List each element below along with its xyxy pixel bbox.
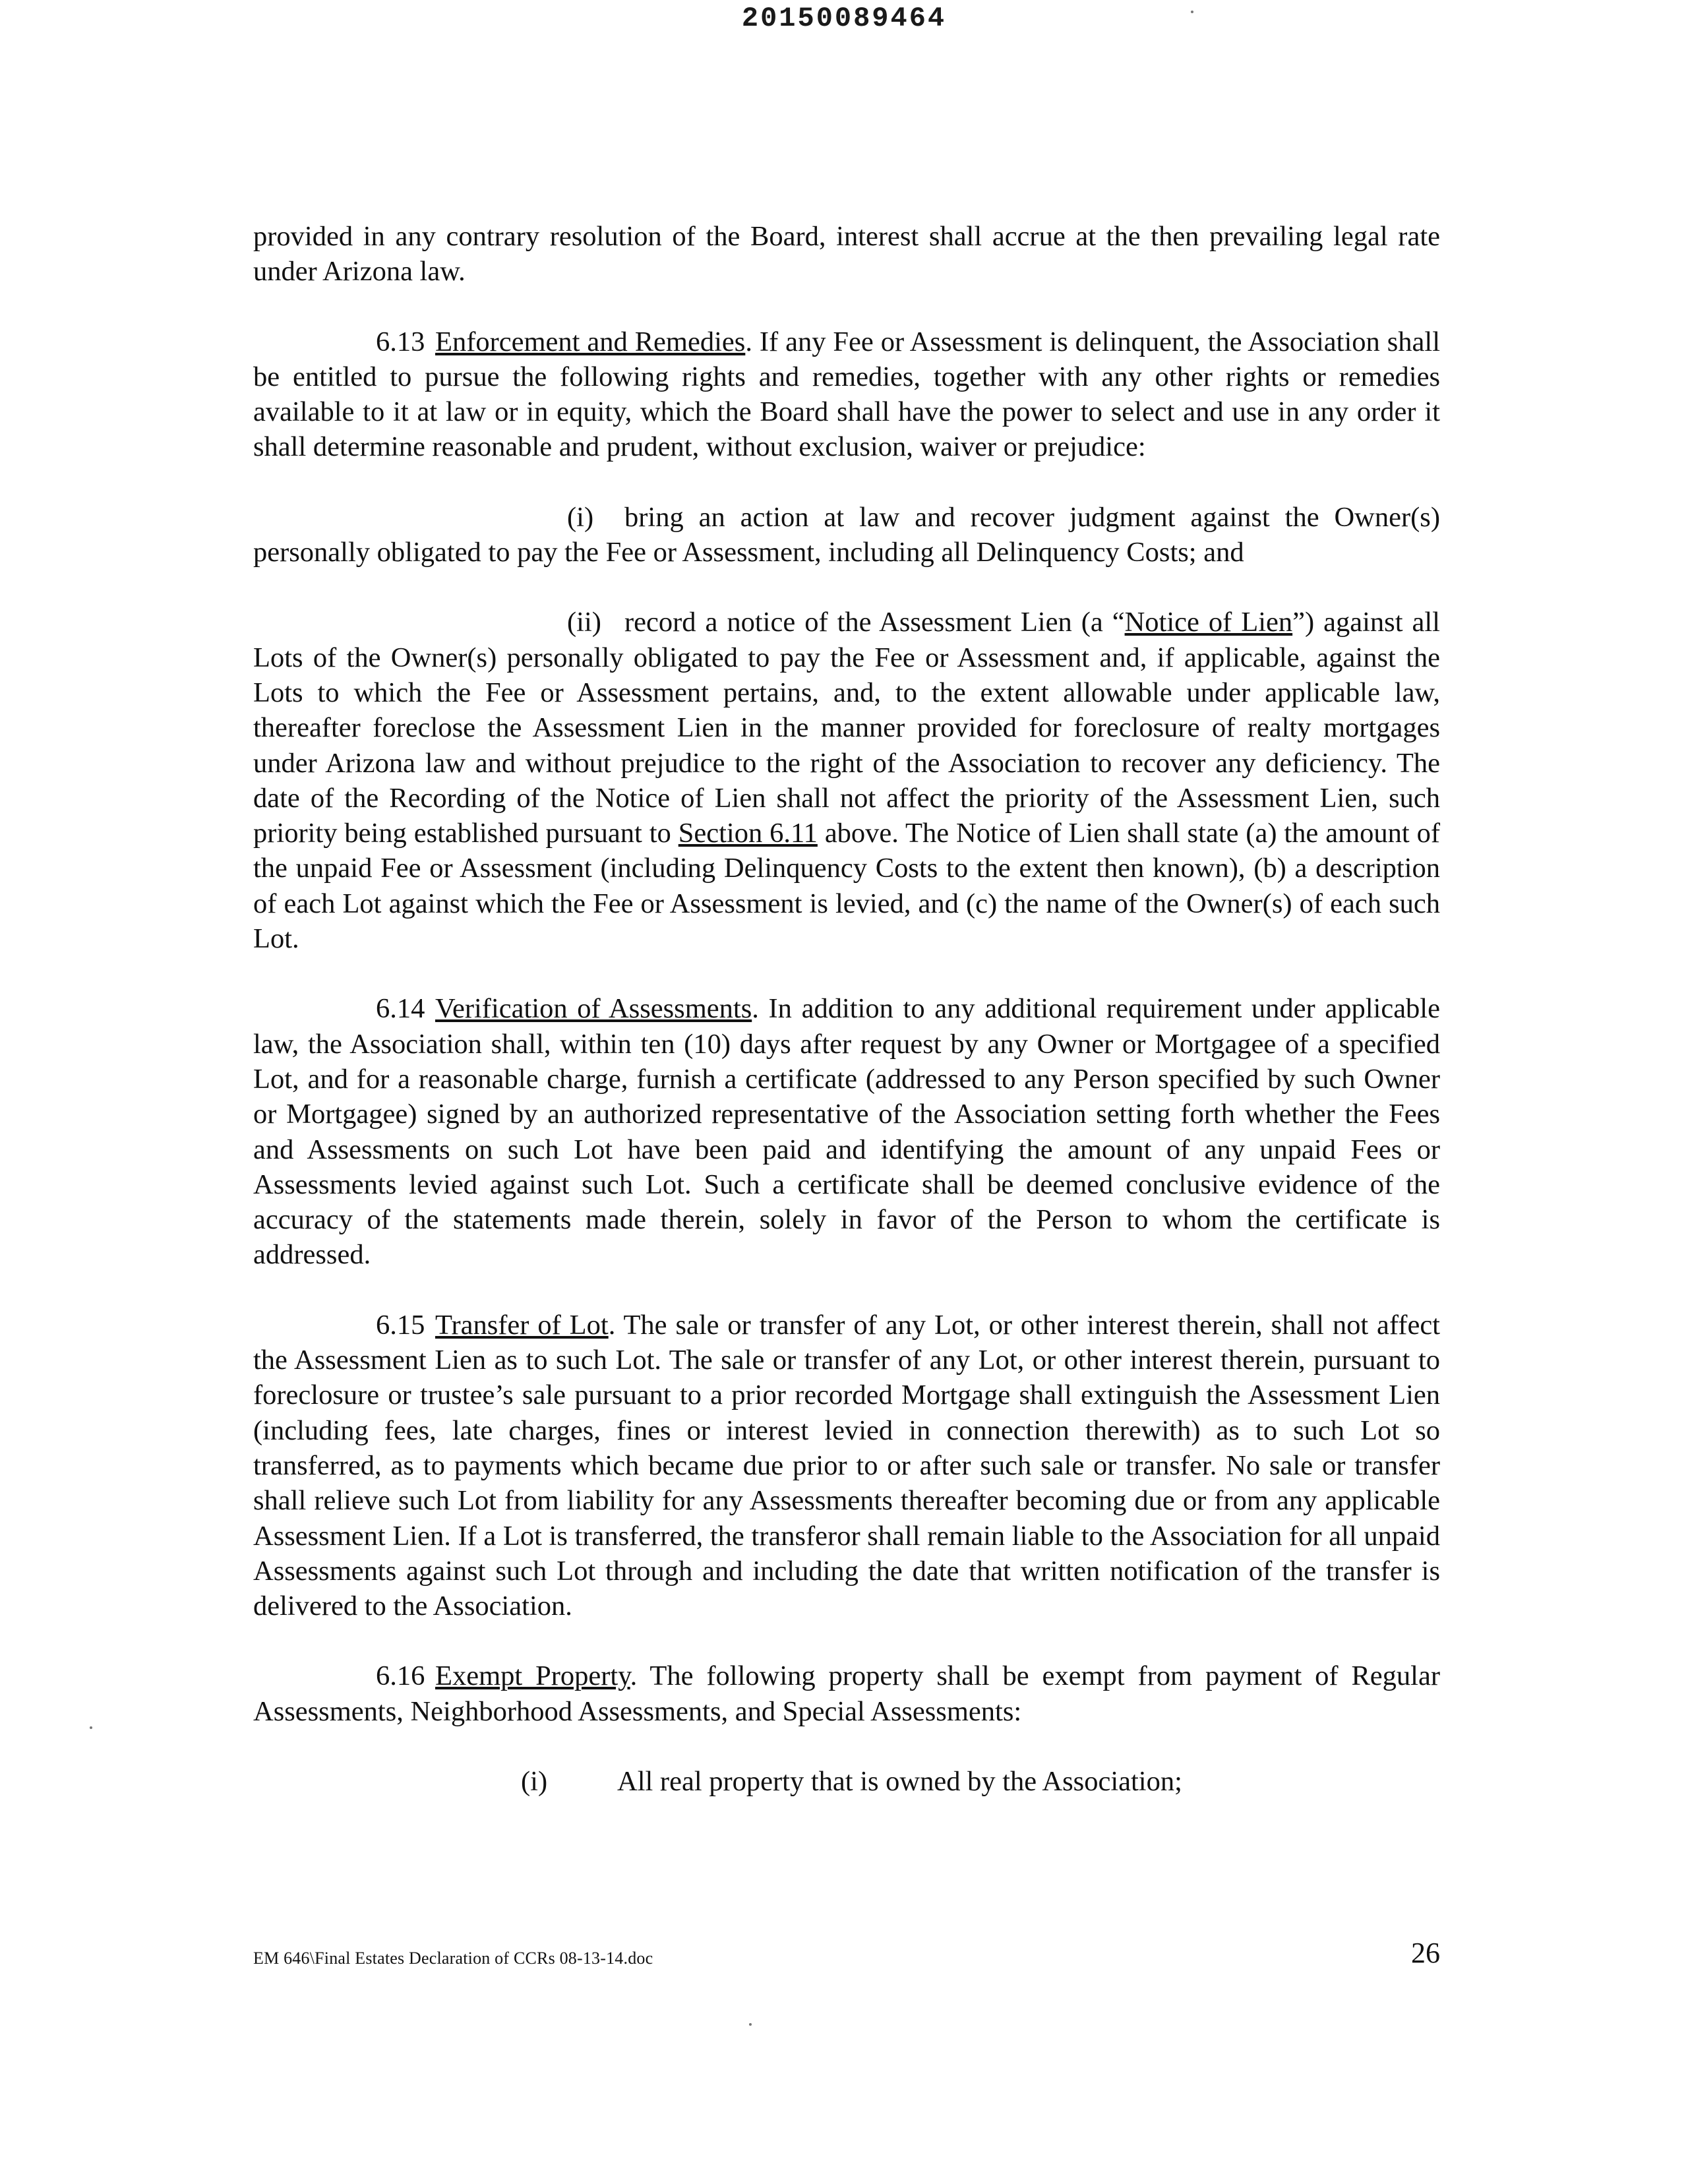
scan-speck	[749, 2023, 752, 2026]
section-6-14	[253, 991, 1440, 1272]
item-text: ”) against all Lots of the Owner(s) personally obligated to pay the Fee or Assessment and, if applicable, against the Lots to which the Fee or Assessment pertains, and, to the extent allowable under applicable law, thereafter foreclose the Assessment Lien in the manner provided for foreclosure of realty mortgages under Arizona law and without prejudice to the right of the Association to recover any deficiency. The date of the Recording of the Notice of Lien shall not affect the priority of the Assessment Lien, such priority being established pursuant to	[253, 607, 1440, 849]
page-number: 26	[1411, 1937, 1440, 1969]
item-label: (ii)	[567, 607, 601, 638]
item-label: (i)	[521, 1765, 548, 1797]
section-number: 6.16	[376, 1660, 425, 1692]
section-title: Transfer of Lot	[435, 1309, 609, 1341]
section-text: . The following property shall be exempt from payment of Regular Assessments, Neighborhood Assessments, and Special Assessments:	[253, 1660, 1440, 1727]
document-number: 20150089464	[741, 3, 947, 34]
section-6-13-item-ii	[253, 605, 1440, 956]
section-title: Verification of Assessments	[435, 993, 752, 1025]
section-title: Exempt Property	[435, 1660, 630, 1692]
item-text: above. The Notice of Lien shall state (a) the amount of the unpaid Fee or Assessment (including Delinquency Costs to the extent then known), (b) a description of each Lot against which the Fee or Assessment is levied, and (c) the name of the Owner(s) of each such Lot.	[253, 818, 1440, 955]
document-body	[253, 219, 1440, 1799]
section-6-13	[253, 324, 1440, 465]
scan-speck	[90, 1726, 92, 1729]
section-6-13-item-i	[253, 500, 1440, 570]
section-number: 6.13	[376, 326, 425, 357]
item-text: All real property that is owned by the Association;	[617, 1765, 1182, 1797]
item-text: bring an action at law and recover judgment against the Owner(s) personally obligated to pay the Fee or Assessment, including all Delinquency Costs; and	[253, 501, 1440, 568]
continuation-paragraph: provided in any contrary resolution of the Board, interest shall accrue at the then prevailing legal rate under Arizona law.	[253, 221, 1440, 288]
section-6-16-item-i	[253, 1764, 1440, 1799]
section-title: Enforcement and Remedies	[435, 326, 746, 357]
section-text: . In addition to any additional requirement under applicable law, the Association shall, within ten (10) days after request by any Owner or Mortgagee of a specified Lot, and for a reasonable charge, furnish a certificate (addressed to any Person specified by such Owner or Mortgagee) signed by an authorized representative of the Association setting forth whether the Fees and Assessments on such Lot have been paid and identifying the amount of any unpaid Fees or Assessments levied against such Lot. Such a certificate shall be deemed conclusive evidence of the accuracy of the statements made therein, solely in favor of the Person to whom the certificate is addressed.	[253, 993, 1440, 1271]
item-text: record a notice of the Assessment Lien (a “	[624, 607, 1125, 638]
defined-term-notice-of-lien: Notice of Lien	[1124, 607, 1293, 638]
section-text: . The sale or transfer of any Lot, or other interest therein, shall not affect the Assessment Lien as to such Lot. The sale or transfer of any Lot, or other interest therein, pursuant to foreclosure or trustee’s sale pursuant to a prior recorded Mortgage shall extinguish the Assessment Lien (including fees, late charges, fines or interest levied in connection therewith) as to such Lot so transferred, as to payments which became due prior to or after such sale or transfer. No sale or transfer shall relieve such Lot from liability for any Assessments thereafter becoming due or from any applicable Assessment Lien. If a Lot is transferred, the transferor shall remain liable to the Association for all unpaid Assessments against such Lot through and including the date that written notification of the transfer is delivered to the Association.	[253, 1309, 1440, 1622]
scan-speck	[1191, 11, 1193, 13]
section-number: 6.14	[376, 993, 425, 1025]
section-6-16	[253, 1658, 1440, 1729]
item-label: (i)	[567, 501, 594, 533]
section-reference-link: Section 6.11	[678, 818, 818, 849]
section-6-15	[253, 1308, 1440, 1624]
footer-file-path: EM 646\Final Estates Declaration of CCRs 08-13-14.doc	[253, 1949, 653, 1968]
section-number: 6.15	[376, 1309, 425, 1341]
section-text: . If any Fee or Assessment is delinquent, the Association shall be entitled to pursue the following rights and remedies, together with any other rights or remedies available to it at law or in equity, which the Board shall have the power to select and use in any order it shall determine reasonable and prudent, without exclusion, waiver or prejudice:	[253, 326, 1440, 463]
